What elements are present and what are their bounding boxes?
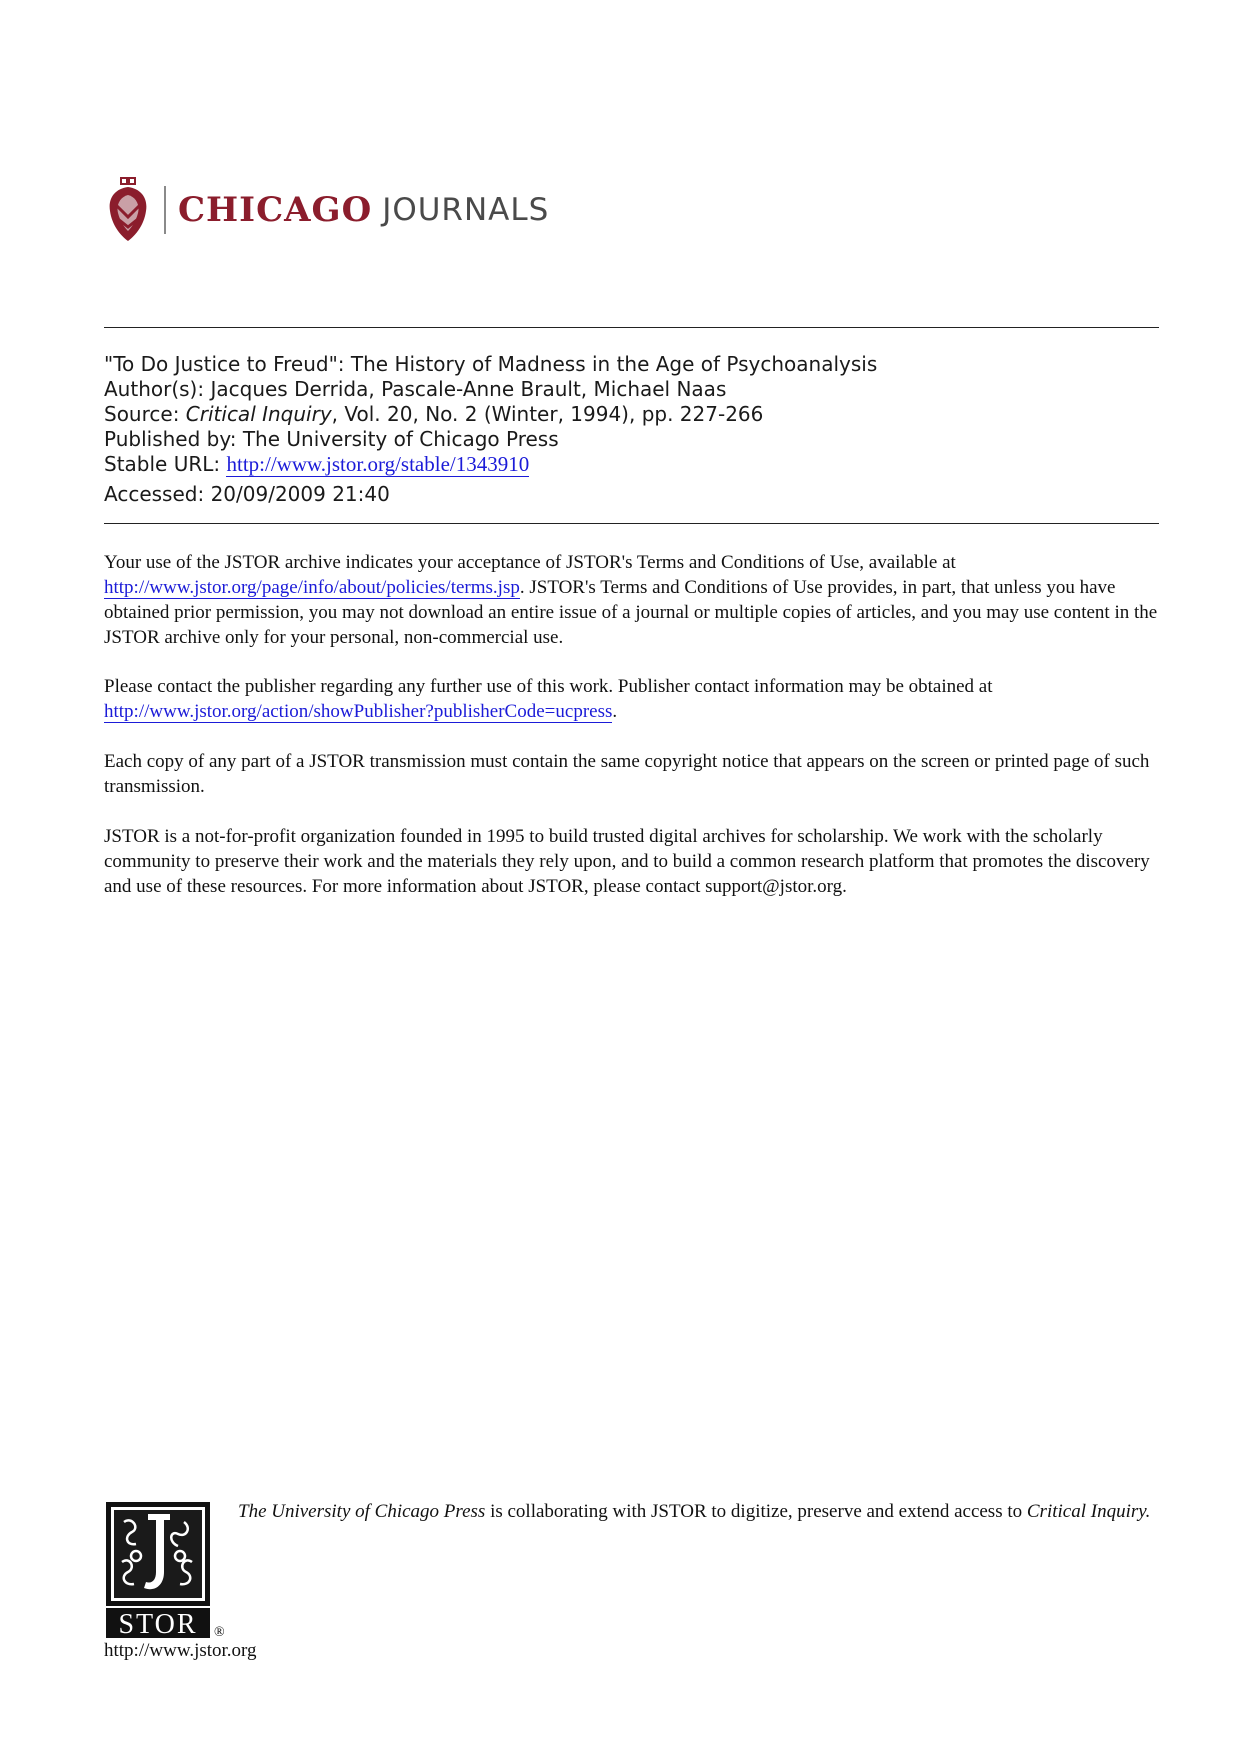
contact-text: Please contact the publisher regarding any further use of this work. Publisher contact information may be obtained at	[104, 676, 993, 697]
source-label: Source:	[104, 402, 180, 426]
logo-product-text: JOURNALS	[382, 192, 550, 228]
jstor-url[interactable]: http://www.jstor.org	[104, 1640, 257, 1661]
authors-value: Jacques Derrida, Pascale-Anne Brault, Michael Naas	[210, 377, 727, 401]
jstor-wordmark: STOR	[118, 1609, 198, 1638]
logo-divider	[164, 186, 166, 234]
authors-line	[104, 377, 877, 402]
accessed-value: 20/09/2009 21:40	[210, 482, 390, 506]
stable-url-link[interactable]: http://www.jstor.org/stable/1343910	[226, 452, 530, 476]
footer-journal: Critical Inquiry.	[1026, 1501, 1151, 1522]
publisher-label: Published by:	[104, 427, 237, 451]
copyright-text: Each copy of any part of a JSTOR transmission must contain the same copyright notice that appears on the screen or printed page of such transmission.	[104, 751, 1150, 797]
chicago-journals-logo	[104, 168, 568, 252]
logo-brand-text: CHICAGO	[178, 190, 373, 230]
top-divider	[104, 327, 1159, 328]
terms-text-2: . JSTOR's Terms and Conditions of Use provides, in part, that unless you have obtained prior permission, you may not download an entire issue of a journal or multiple copies of articles, and you may use content in the JSTOR archive only for your personal, non-commercial use.	[104, 577, 1158, 648]
jstor-logo-icon	[106, 1502, 230, 1638]
terms-paragraph	[104, 550, 1164, 650]
jstor-about-paragraph	[104, 824, 1164, 899]
source-line	[104, 402, 877, 427]
footer-collab-text: is collaborating with JSTOR to digitize, preserve and extend access to	[485, 1501, 1027, 1522]
publisher-line	[104, 427, 877, 452]
publisher-contact-paragraph	[104, 674, 1164, 724]
terms-link[interactable]: http://www.jstor.org/page/info/about/policies/terms.jsp	[104, 577, 520, 598]
jstor-about-text: JSTOR is a not-for-profit organization founded in 1995 to build trusted digital archives for scholarship. We work with the scholarly community to preserve their work and the materials they rely upon, and to build a common research platform that promotes the discovery and use of these resources. For more information about JSTOR, please contact support@jstor.org.	[104, 826, 1150, 897]
authors-label: Author(s):	[104, 377, 205, 401]
source-journal: Critical Inquiry	[185, 402, 332, 426]
footer-publisher: The University of Chicago Press	[238, 1501, 486, 1522]
accessed-line	[104, 482, 877, 507]
bottom-divider	[104, 523, 1159, 524]
copyright-paragraph	[104, 749, 1164, 799]
university-crest-icon	[106, 175, 150, 245]
article-title: "To Do Justice to Freud": The History of Madness in the Age of Psychoanalysis	[104, 352, 878, 376]
source-details: , Vol. 20, No. 2 (Winter, 1994), pp. 227-266	[331, 402, 764, 426]
contact-period: .	[612, 701, 618, 722]
publisher-contact-link[interactable]: http://www.jstor.org/action/showPublisher?publisherCode=ucpress	[104, 701, 613, 722]
collaboration-notice	[238, 1502, 1162, 1522]
accessed-label: Accessed:	[104, 482, 205, 506]
publisher-value: The University of Chicago Press	[242, 427, 559, 451]
stable-url-label: Stable URL:	[104, 452, 221, 476]
registered-mark: ®	[214, 1625, 225, 1638]
stable-url-line	[104, 452, 877, 477]
citation-block	[104, 352, 877, 507]
terms-text-1: Your use of the JSTOR archive indicates your acceptance of JSTOR's Terms and Conditions of Use, available at	[104, 552, 956, 573]
